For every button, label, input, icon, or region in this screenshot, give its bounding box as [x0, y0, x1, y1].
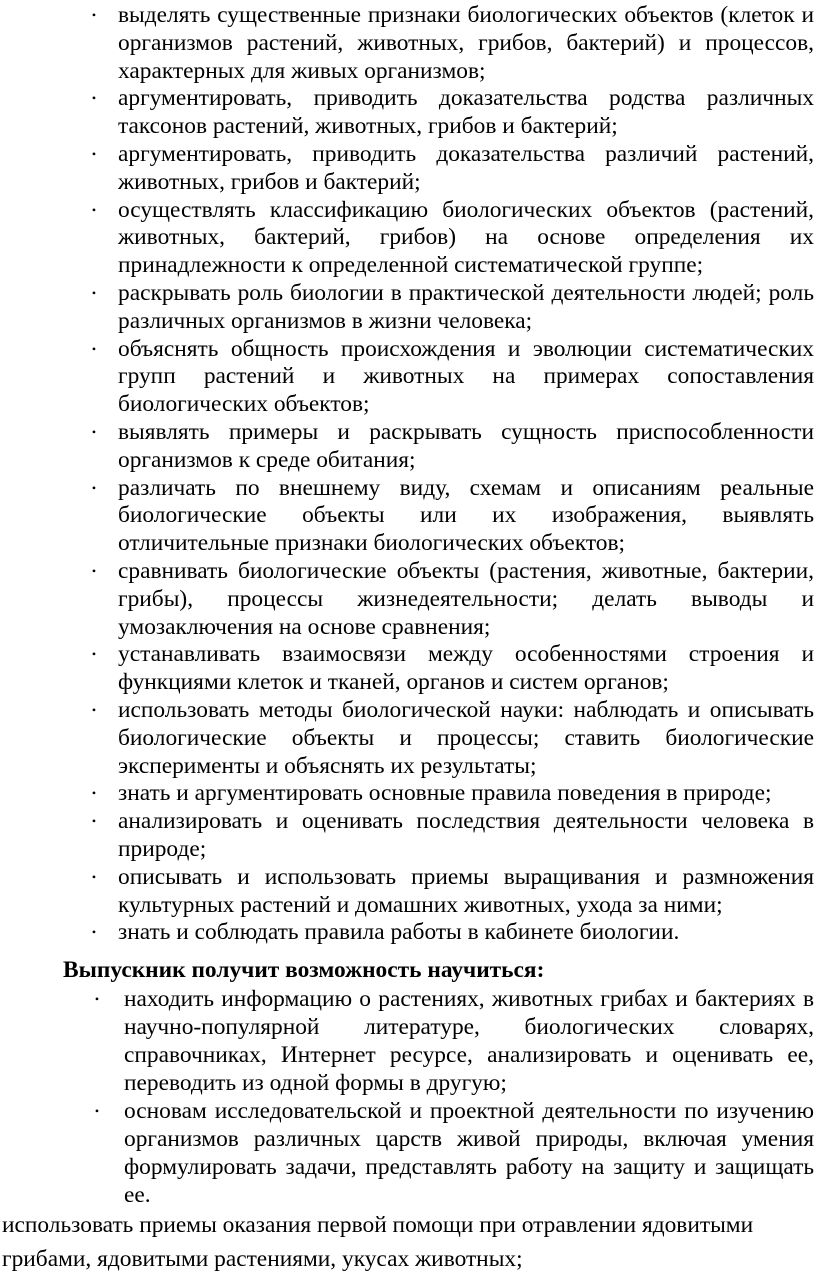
- main-bullet-list: [91, 2, 814, 947]
- list-item: [91, 863, 814, 920]
- list-item: [91, 196, 814, 280]
- list-item: [91, 808, 814, 864]
- list-item-text: использовать методы биологической науки: наблюдать и описывать биологические объекты и процессы; ставить биологические эксперименты и объяснять их результаты;: [118, 696, 814, 779]
- list-item: [91, 696, 814, 780]
- list-item: [91, 279, 814, 336]
- bullet-icon: •: [91, 869, 97, 884]
- list-item-text: знать и аргументировать основные правила поведения в природе;: [118, 780, 772, 807]
- list-item: [91, 418, 814, 475]
- list-item: [91, 335, 814, 419]
- bullet-icon: •: [91, 647, 97, 662]
- list-item: [91, 919, 814, 947]
- bullet-icon: •: [91, 424, 97, 439]
- list-item-text: объяснять общность происхождения и эволюции систематических групп растений и животных на примерах сопоставления биологических объектов;: [118, 335, 814, 418]
- list-item: [91, 641, 814, 697]
- bullet-icon: •: [91, 786, 97, 801]
- section-heading: Выпускник получит возможность научиться:: [63, 957, 545, 983]
- list-item-text: выявлять примеры и раскрывать сущность приспособленности организмов к среде обитания;: [118, 418, 814, 473]
- list-item-text: различать по внешнему виду, схемам и описаниям реальные биологические объекты или их изображения, выявлять отличительные признаки биологических объектов;: [118, 474, 814, 557]
- list-item: [94, 985, 814, 1097]
- extra-bullet-list: [94, 985, 814, 1209]
- bullet-icon: •: [91, 91, 97, 106]
- list-item: [91, 2, 814, 85]
- list-item: [94, 1097, 814, 1209]
- bullet-icon: •: [91, 285, 97, 300]
- list-item-text: анализировать и оценивать последствия деятельности человека в природе;: [118, 808, 814, 862]
- list-item: [91, 474, 814, 558]
- bullet-icon: •: [94, 1104, 100, 1118]
- bullet-icon: •: [91, 925, 97, 940]
- list-item-text: осуществлять классификацию биологических объектов (растений, животных, бактерий, грибов) на основе определения их принадлежности к определенной систематической группе;: [118, 196, 814, 279]
- list-item: [91, 85, 814, 141]
- list-item-text: аргументировать, приводить доказательства родства различных таксонов растений, животных, грибов и бактерий;: [118, 85, 814, 140]
- list-item-text: аргументировать, приводить доказательства различий растений, животных, грибов и бактерий;: [118, 140, 814, 195]
- bullet-icon: •: [91, 202, 97, 217]
- bullet-icon: •: [91, 341, 97, 356]
- closing-paragraph: использовать приемы оказания первой помощи при отравлении ядовитыми грибами, ядовитыми растениями, укусах животных;: [2, 1212, 754, 1272]
- bullet-icon: •: [91, 814, 97, 829]
- bullet-icon: •: [91, 480, 97, 495]
- list-item-text: описывать и использовать приемы выращивания и размножения культурных растений и домашних животных, ухода за ними;: [118, 863, 814, 918]
- bullet-icon: •: [91, 146, 97, 161]
- list-item-text: основам исследовательской и проектной деятельности по изучению организмов различных царств живой природы, включая умения формулировать задачи, представлять работу на защиту и защищать ее.: [124, 1098, 814, 1208]
- list-item: [91, 557, 814, 641]
- list-item: [91, 140, 814, 197]
- list-item-text: раскрывать роль биологии в практической деятельности людей; роль различных организмов в жизни человека;: [118, 279, 814, 334]
- bullet-icon: •: [91, 8, 97, 22]
- list-item-text: знать и соблюдать правила работы в кабинете биологии.: [118, 919, 680, 946]
- list-item: [91, 780, 814, 808]
- bullet-icon: •: [91, 563, 97, 578]
- bullet-icon: •: [94, 992, 100, 1006]
- list-item-text: находить информацию о растениях, животных грибах и бактериях в научно-популярной литературе, биологических словарях, справочниках, Интернет ресурсе, анализировать и оценивать ее, переводить из одной формы в другую;: [124, 986, 814, 1096]
- list-item-text: выделять существенные признаки биологических объектов (клеток и организмов растений, животных, грибов, бактерий) и процессов, характерных для живых организмов;: [118, 2, 814, 84]
- list-item-text: устанавливать взаимосвязи между особенностями строения и функциями клеток и тканей, органов и систем органов;: [118, 641, 814, 696]
- list-item-text: сравнивать биологические объекты (растения, животные, бактерии, грибы), процессы жизнедеятельности; делать выводы и умозаключения на основе сравнения;: [118, 557, 814, 640]
- bullet-icon: •: [91, 702, 97, 717]
